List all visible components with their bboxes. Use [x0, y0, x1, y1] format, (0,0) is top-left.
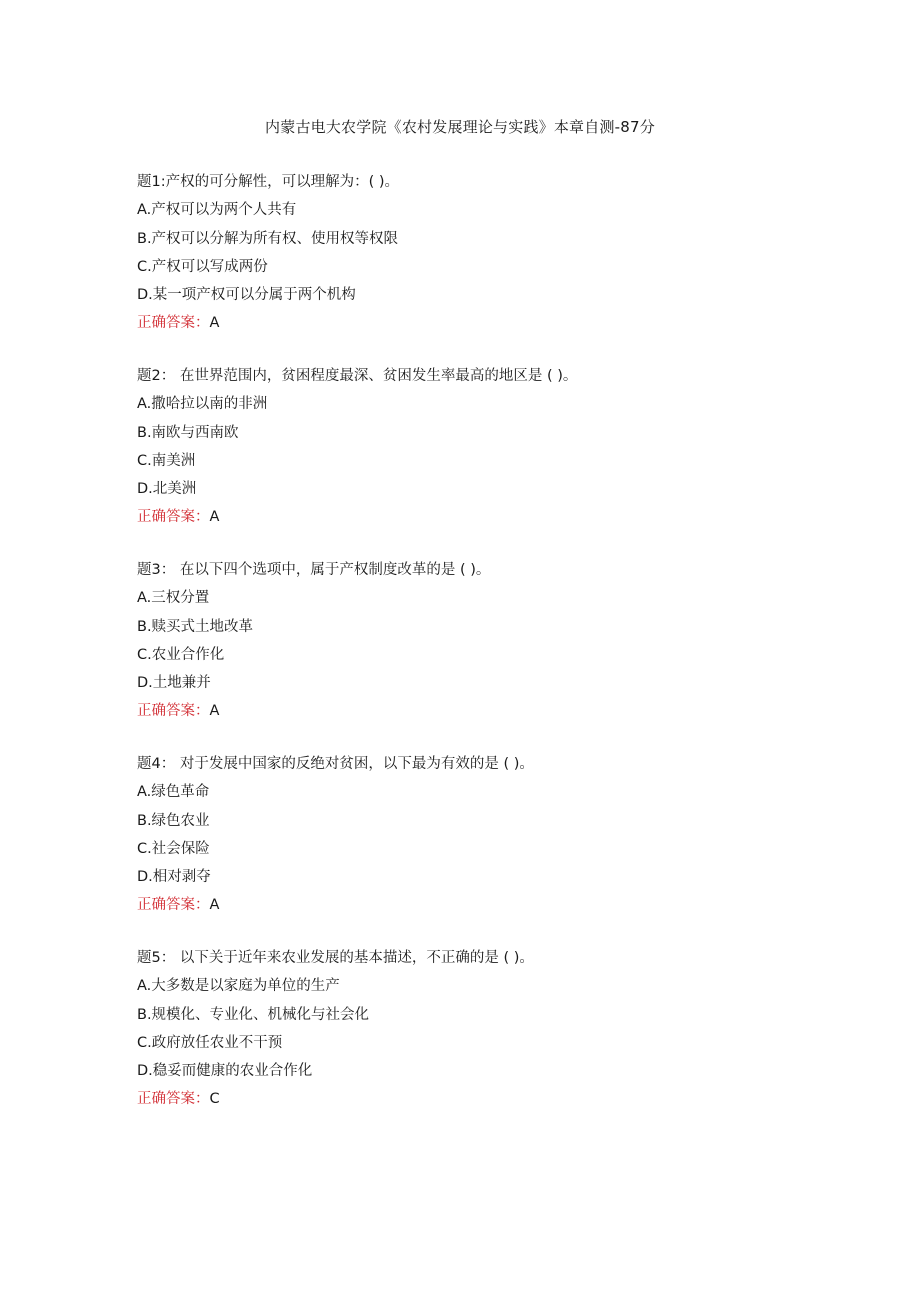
option-c: C.产权可以写成两份	[137, 258, 268, 275]
question-stem: 题5： 以下关于近年来农业发展的基本描述，不正确的是 ( )。	[137, 950, 534, 966]
question-4	[137, 750, 837, 944]
answer-label: 正确答案：	[137, 897, 210, 914]
option-d: D.某一项产权可以分属于两个机构	[137, 287, 356, 304]
question-stem: 题3： 在以下四个选项中，属于产权制度改革的是 ( )。	[137, 562, 491, 578]
option-b: B.南欧与西南欧	[137, 424, 239, 441]
question-stem: 题2： 在世界范围内，贫困程度最深、贫困发生率最高的地区是 ( )。	[137, 368, 578, 384]
answer-value: A	[209, 703, 220, 720]
option-a: A.产权可以为两个人共有	[137, 202, 297, 219]
correct-answer	[137, 891, 837, 919]
option-d: D.土地兼并	[137, 675, 211, 692]
answer-label: 正确答案：	[137, 509, 210, 526]
answer-label: 正确答案：	[137, 703, 210, 720]
question-list	[137, 168, 837, 1138]
correct-answer	[137, 697, 837, 725]
question-stem: 题4： 对于发展中国家的反绝对贫困，以下最为有效的是 ( )。	[137, 756, 534, 772]
answer-value: A	[209, 509, 220, 526]
answer-value: A	[209, 897, 220, 914]
question-1	[137, 168, 837, 362]
option-d: D.北美洲	[137, 481, 197, 498]
correct-answer	[137, 309, 837, 337]
option-d: D.稳妥而健康的农业合作化	[137, 1063, 313, 1080]
question-3	[137, 556, 837, 750]
option-c: C.农业合作化	[137, 646, 225, 663]
option-c: C.南美洲	[137, 452, 196, 469]
option-a: A.大多数是以家庭为单位的生产	[137, 978, 340, 995]
option-a: A.绿色革命	[137, 784, 210, 801]
answer-label: 正确答案：	[137, 315, 210, 332]
question-2	[137, 362, 837, 556]
question-stem: 题1:产权的可分解性，可以理解为：( )。	[137, 174, 400, 190]
option-c: C.政府放任农业不干预	[137, 1034, 283, 1051]
answer-value: A	[209, 315, 220, 332]
correct-answer	[137, 503, 837, 531]
option-b: B.赎买式土地改革	[137, 618, 254, 635]
option-a: A.撒哈拉以南的非洲	[137, 396, 268, 413]
option-c: C.社会保险	[137, 840, 210, 857]
correct-answer	[137, 1085, 837, 1113]
document-title: 内蒙古电大农学院《农村发展理论与实践》本章自测-87分	[265, 118, 655, 136]
option-b: B.产权可以分解为所有权、使用权等权限	[137, 230, 399, 247]
answer-value: C	[209, 1091, 220, 1108]
option-d: D.相对剥夺	[137, 869, 211, 886]
answer-label: 正确答案：	[137, 1091, 210, 1108]
option-b: B.绿色农业	[137, 812, 210, 829]
option-b: B.规模化、专业化、机械化与社会化	[137, 1006, 370, 1023]
option-a: A.三权分置	[137, 590, 210, 607]
question-5	[137, 944, 837, 1138]
